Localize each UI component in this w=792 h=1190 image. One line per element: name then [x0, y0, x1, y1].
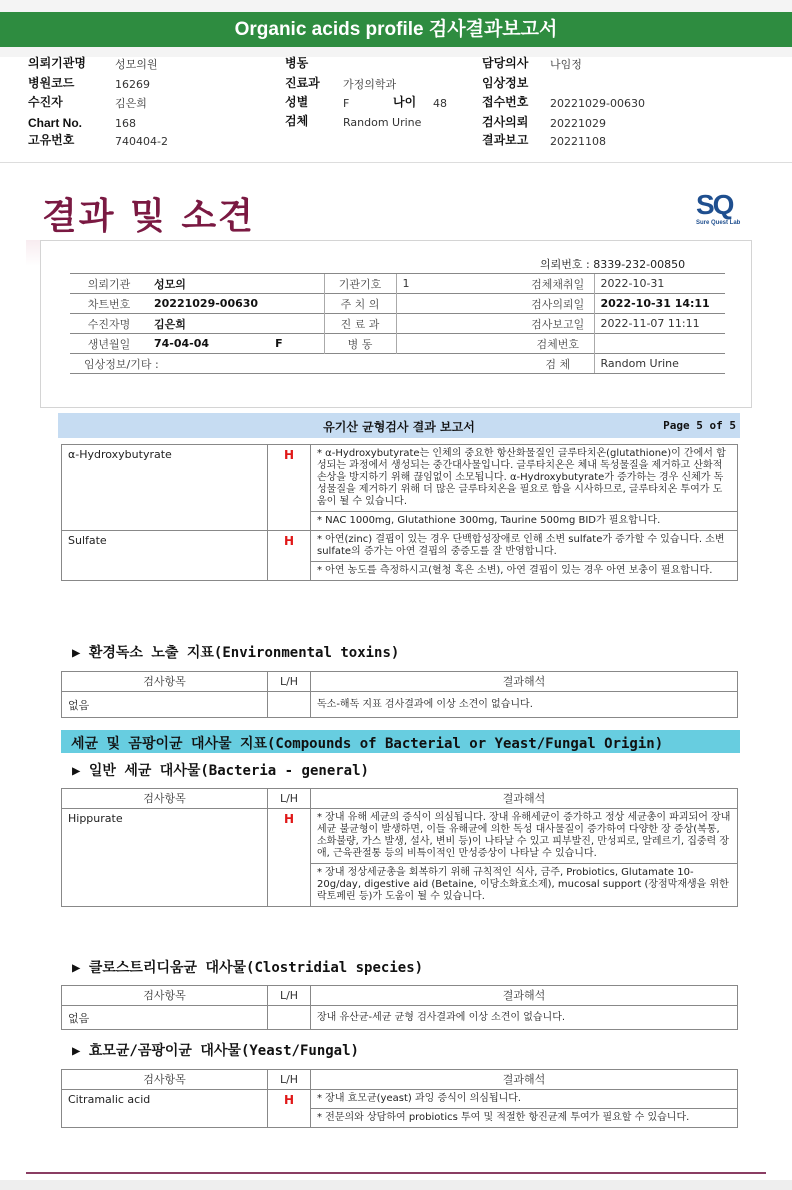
- info-value: 성모의: [148, 274, 324, 294]
- info-row: [70, 334, 725, 354]
- info-row: [70, 354, 725, 374]
- info-label: 검사의뢰일: [522, 294, 594, 314]
- header-label: Chart No.: [28, 116, 82, 130]
- recommendation: * 아연 농도를 측정하시고(혈청 혹은 소변), 아연 결핍이 있는 경우 아연 보충이 필요합니다.: [311, 562, 738, 581]
- table-row: [62, 445, 738, 512]
- header-label: 임상정보: [482, 76, 529, 90]
- table-header: [62, 789, 738, 809]
- request-number-label: 의뢰번호 :: [540, 258, 590, 271]
- analyte-name: Hippurate: [62, 809, 268, 907]
- info-label: 의뢰기관: [70, 274, 148, 294]
- info-label: 검체번호: [522, 334, 594, 354]
- info-label: 검체채취일: [522, 274, 594, 294]
- col-header-interp: 결과해석: [311, 789, 738, 809]
- results-table: [61, 444, 738, 581]
- header-label: 나이: [393, 95, 417, 109]
- bacteria-general-heading: ▶ 일반 세균 대사물(Bacteria - general): [72, 763, 369, 779]
- env-heading: ▶ 환경독소 노출 지표(Environmental toxins): [72, 645, 400, 661]
- clostridial-table: [61, 985, 738, 1030]
- yeast-heading: ▶ 효모균/곰팡이균 대사물(Yeast/Fungal): [72, 1043, 359, 1059]
- info-value: 2022-11-07 11:11: [594, 314, 725, 334]
- header-label: 담당의사: [482, 56, 529, 70]
- header-value: 김은희: [115, 97, 147, 110]
- request-number: [540, 256, 685, 272]
- interpretation: 장내 유산균-세균 균형 검사결과에 이상 소견이 없습니다.: [311, 1006, 738, 1030]
- table-row: [62, 692, 738, 718]
- page-indicator: Page 5 of 5: [663, 419, 736, 432]
- table-row: [62, 809, 738, 864]
- info-label: 주 치 의: [324, 294, 396, 314]
- footer-rule: [26, 1172, 766, 1174]
- header-label: 성별: [285, 95, 309, 109]
- interpretation: * 장내 유해 세균의 증식이 의심됩니다. 장내 유해세균이 증가하고 정상 세균총이 파괴되어 장내 세균 불균형이 발생하면, 이들 유해균에 의한 독성 대사물질이 증가하여 다양한 장 증상(복통, 소화불량, 가스 발생, 설사, 변비 등)이 나타날 수 있고 피부발진, 만성피로, 알레르기, 집중력 장애, 근육관절통 등의 비특이적인 만성증상이 나타날 수 있습니다.: [311, 809, 738, 864]
- col-header-lh: L/H: [268, 789, 311, 809]
- flag-high: H: [268, 445, 311, 531]
- col-header-item: 검사항목: [62, 1070, 268, 1090]
- header-value: 740404-2: [115, 135, 168, 148]
- info-row: [70, 294, 725, 314]
- analyte-name: 없음: [62, 692, 268, 718]
- report-banner-title: Organic acids profile 검사결과보고서: [0, 12, 792, 47]
- info-label: 생년월일: [70, 334, 148, 354]
- divider: [0, 162, 792, 163]
- header-value: 가정의학과: [343, 78, 397, 91]
- header-label: 고유번호: [28, 133, 75, 147]
- header-label: 결과보고: [482, 133, 529, 147]
- info-row: [70, 314, 725, 334]
- header-value: 16269: [115, 78, 150, 91]
- header-value: Random Urine: [343, 116, 422, 129]
- flag-high: H: [268, 531, 311, 581]
- analyte-name: 없음: [62, 1006, 268, 1030]
- info-value: Random Urine: [594, 354, 725, 374]
- header-label: 접수번호: [482, 95, 529, 109]
- info-label: 차트번호: [70, 294, 148, 314]
- bacterial-section-header: [61, 730, 740, 753]
- table-row: [62, 531, 738, 562]
- bacteria-general-table: [61, 788, 738, 907]
- header-label: 진료과: [285, 76, 320, 90]
- flag-high: H: [268, 809, 311, 907]
- info-value: [396, 334, 522, 354]
- flag-high: H: [268, 1090, 311, 1128]
- table-row: [62, 1006, 738, 1030]
- header-value: 나임정: [550, 58, 582, 71]
- header-value: 48: [433, 97, 447, 110]
- interpretation: 독소-해독 지표 검사결과에 이상 소견이 없습니다.: [311, 692, 738, 718]
- patient-info-table: [70, 273, 725, 374]
- info-value: 2022-10-31 14:11: [594, 294, 725, 314]
- logo-caption: Sure Quest Lab: [696, 220, 741, 226]
- lab-logo: [696, 190, 752, 232]
- clostridial-heading: ▶ 클로스트리디움균 대사물(Clostridial species): [72, 960, 424, 976]
- info-value: 김은희: [148, 314, 324, 334]
- col-header-item: 검사항목: [62, 789, 268, 809]
- info-value: 1: [396, 274, 522, 294]
- header-value: 성모의원: [115, 58, 158, 71]
- col-header-interp: 결과해석: [311, 1070, 738, 1090]
- top-banner: [0, 0, 792, 57]
- info-label: 병 동: [324, 334, 396, 354]
- page-bottom: [0, 1180, 792, 1190]
- analyte-name: Sulfate: [62, 531, 268, 581]
- header-value: F: [343, 97, 350, 110]
- col-header-lh: L/H: [268, 1070, 311, 1090]
- flag-cell: [268, 692, 311, 718]
- request-number-value: 8339-232-00850: [593, 258, 686, 271]
- section-header: [58, 413, 740, 438]
- recommendation: * 전문의와 상담하여 probiotics 투여 및 적절한 항진균제 투여가 필요할 수 있습니다.: [311, 1109, 738, 1128]
- info-value: [396, 314, 522, 334]
- env-table: [61, 671, 738, 718]
- logo-mark: SQ: [696, 189, 733, 220]
- header-label: 병동: [285, 56, 309, 70]
- bacterial-section-title: 세균 및 곰팡이균 대사물 지표(Compounds of Bacterial or Yeast/Fungal Origin): [71, 736, 664, 752]
- col-header-lh: L/H: [268, 672, 311, 692]
- interpretation: * 장내 효모균(yeast) 과잉 증식이 의심됩니다.: [311, 1090, 738, 1109]
- flag-cell: [268, 1006, 311, 1030]
- header-value: 20221029: [550, 117, 606, 130]
- section-title: 유기산 균형검사 결과 보고서: [323, 420, 475, 434]
- info-row: [70, 274, 725, 294]
- birth-date: 74-04-04: [154, 337, 210, 350]
- analyte-name: Citramalic acid: [62, 1090, 268, 1128]
- info-value: 20221029-00630: [148, 294, 324, 314]
- recommendation: * 장내 정상세균총을 회복하기 위해 규칙적인 식사, 금주, Probiotics, Glutamate 10-20g/day, digestive aid (Betaine, 이당소화효소제), mucosal support (장점막재생을 위한 락토페린 등)가 도움이 될 수 있습니다.: [311, 864, 738, 907]
- info-value: 2022-10-31: [594, 274, 725, 294]
- header-label: 병원코드: [28, 76, 75, 90]
- info-label: 검사보고일: [522, 314, 594, 334]
- recommendation: * NAC 1000mg, Glutathione 300mg, Taurine 500mg BID가 필요합니다.: [311, 512, 738, 531]
- info-label: 임상정보/기타 :: [70, 354, 522, 374]
- header-value: 20221108: [550, 135, 606, 148]
- header-label: 검체: [285, 114, 309, 128]
- analyte-name: α-Hydroxybutyrate: [62, 445, 268, 531]
- info-label: 수진자명: [70, 314, 148, 334]
- info-value: [396, 294, 522, 314]
- header-label: 검사의뢰: [482, 115, 529, 129]
- sex: F: [275, 337, 283, 350]
- table-row: [62, 1090, 738, 1109]
- info-value: [594, 334, 725, 354]
- col-header-interp: 결과해석: [311, 986, 738, 1006]
- col-header-item: 검사항목: [62, 672, 268, 692]
- info-label: 진 료 과: [324, 314, 396, 334]
- table-header: [62, 986, 738, 1006]
- header-value: 168: [115, 117, 136, 130]
- interpretation: * 아연(zinc) 결핍이 있는 경우 단백합성장애로 인해 소변 sulfate가 증가할 수 있습니다. 소변 sulfate의 증가는 아연 결핍의 중증도를 잘 반영합니다.: [311, 531, 738, 562]
- col-header-lh: L/H: [268, 986, 311, 1006]
- info-label: 기관기호: [324, 274, 396, 294]
- report-title: 결과 및 소견: [42, 196, 255, 237]
- header-label: 의뢰기관명: [28, 56, 86, 70]
- info-value: [148, 334, 324, 354]
- col-header-interp: 결과해석: [311, 672, 738, 692]
- col-header-item: 검사항목: [62, 986, 268, 1006]
- table-header: [62, 672, 738, 692]
- info-label: 검 체: [522, 354, 594, 374]
- interpretation: * α-Hydroxybutyrate는 인체의 중요한 항산화물질인 글루타치온(glutathione)이 간에서 합성되는 과정에서 생성되는 중간대사물입니다. 글루타치온은 체내 독성물질을 제거하고 산화적 손상을 방지하기 위해 끊임없이 소모됩니다. α-Hydroxybutyrate가 증가하는 경우 신체가 독성물질을 제거하기 위해 더 많은 글루타치온을 필요로 함을 시사하므로, 글루타치온 투여가 도움이 될 수 있습니다.: [311, 445, 738, 512]
- header-label: 수진자: [28, 95, 63, 109]
- header-value: 20221029-00630: [550, 97, 645, 110]
- yeast-table: [61, 1069, 738, 1128]
- table-header: [62, 1070, 738, 1090]
